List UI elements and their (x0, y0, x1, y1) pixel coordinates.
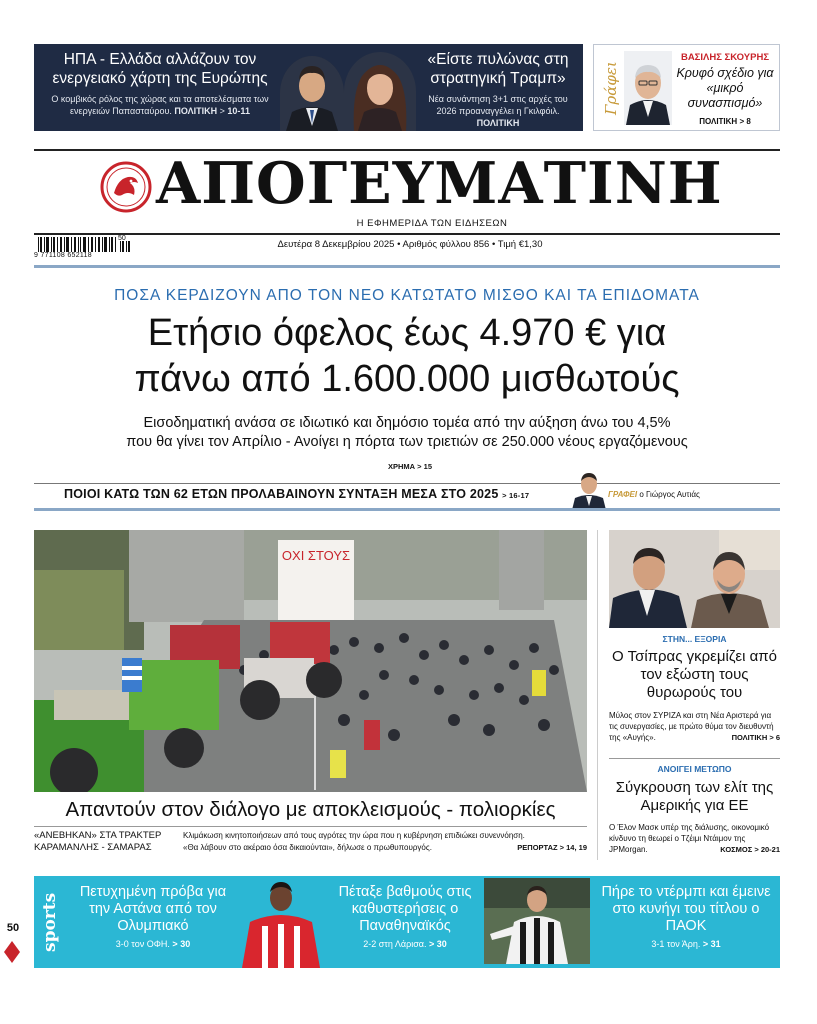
columnist-ref: ΠΟΛΙΤΙΚΗ > 8 (699, 117, 751, 126)
protest-sign-text: ΟΧΙ ΣΤΟΥΣ (281, 548, 351, 563)
pension-author: ΓΡΑΦΕΙ ο Γιώργος Αυτιάς (608, 490, 700, 499)
logo-emblem-icon (100, 161, 152, 213)
pension-bottom-rule (34, 508, 780, 511)
top-left-title: ΗΠΑ - Ελλάδα αλλάζουν τον ενεργειακό χάρτη της Ευρώπης (52, 51, 268, 87)
pension-strip[interactable] (64, 487, 584, 501)
lead-headline-line2[interactable]: πάνω από 1.600.000 μισθωτούς (134, 358, 680, 400)
columnist-text (674, 52, 776, 126)
right-story2-headline[interactable]: Σύγκρουση των ελίτ της Αμερικής για ΕΕ (615, 779, 774, 814)
sports-item-panathinaikos[interactable]: Πέταξε βαθμούς στις καθυστερήσεις ο Παναθηναϊκός 2-2 στη Λάρισα. > 30 (338, 884, 472, 949)
main-story-rule (34, 826, 587, 827)
main-story-text: Κλιμάκωση κινητοποιήσεων από τους αγρότες την ώρα που η κυβέρνηση επιδιώκει συνεννόηση. «Θα λάβουν στο ακέραιο όσα δικαιούνται», δήλωσε ο πρωθυπουργός. ΡΕΠΟΡΤΑΖ > 14, 19 (183, 831, 587, 852)
pension-pages: > 16-17 (502, 491, 530, 500)
emblem-icon (100, 161, 152, 213)
columnist-title: Κρυφό σχέδιο για «μικρό συνασπισμό» (676, 66, 774, 110)
right-story2-text: Ο Έλον Μασκ υπέρ της διάλυσης, οικονομικό κίνδυνο τη θεωρεί ο Τζέιμι Ντάιμον της JPMorgan. ΚΟΣΜΟΣ > 20-21 (609, 823, 780, 854)
protest-scene-illustration (34, 530, 587, 792)
woman-portrait-illustration (344, 52, 416, 131)
top-left-teaser[interactable] (42, 50, 278, 117)
columnist-name: ΒΑΣΙΛΗΣ ΣΚΟΥΡΗΣ (680, 52, 770, 63)
man-portrait (280, 56, 344, 131)
lead-deck-line1: Εισοδηματική ανάσα σε ιδιωτικό και δημόσιο τομέα από την αύξηση άνω του 4,5% (143, 415, 671, 431)
player-red-illustration (232, 876, 330, 968)
pension-top-rule (34, 483, 780, 484)
lead-ref: ΧΡΗΜΑ > 15 (388, 462, 432, 471)
right-story2-kicker: ΑΝΟΙΓΕΙ ΜΕΤΩΠΟ (657, 764, 732, 774)
top-right-teaser[interactable] (418, 50, 578, 129)
olympiacos-player-photo (232, 876, 330, 968)
top-right-subtitle: Νέα συνάντηση 3+1 στις αρχές του 2026 προαναγγέλει η Γκιλφόιλ. ΠΟΛΙΤΙΚΗ (428, 94, 568, 128)
main-story-side: «ΑΝΕΒΗΚΑΝ» ΣΤΑ ΤΡΑΚΤΕΡ ΚΑΡΑΜΑΝΛΗΣ - ΣΑΜΑΡΑΣ (34, 830, 162, 853)
right-story1-ref: ΠΟΛΙΤΙΚΗ > 6 (731, 733, 780, 742)
right-story1-headline[interactable]: Ο Τσίπρας γκρεμίζει από τον εξώστη τους θυρωρούς του (612, 648, 777, 701)
lead-deck (40, 414, 774, 452)
tsipras-scene-illustration (609, 530, 780, 628)
farmers-protest-photo[interactable] (34, 530, 587, 792)
woman-portrait (344, 52, 416, 131)
right-column-rule (609, 758, 780, 759)
right-story1-text: Μύλος στον ΣΥΡΙΖΑ και στη Νέα Αριστερά για τις συνεργασίες, με πρώτο θύμα τον διευθυντή της «Αυγής». ΠΟΛΙΤΙΚΗ > 6 (609, 711, 780, 742)
author-portrait (572, 466, 606, 510)
right-story1-kicker: ΣΤΗΝ... ΕΞΟΡΙΑ (662, 634, 727, 644)
lead-kicker: ΠΟΣΑ ΚΕΡΔΙΖΟΥΝ ΑΠΟ ΤΟΝ ΝΕΟ ΚΑΤΩΤΑΤΟ ΜΙΣΘΟ ΚΑΙ ΤΑ ΕΠΙΔΟΜΑΤΑ (114, 287, 700, 304)
sports-item-paok[interactable]: Πήρε το ντέρμπι και έμεινε στο κυνήγι του τίτλου ο ΠΑΟΚ 3-1 τον Άρη. > 31 (601, 884, 771, 949)
columnist-box[interactable] (593, 44, 780, 131)
player-paok-illustration (484, 878, 590, 964)
lead-deck-line2: που θα γίνει τον Απρίλιο - Ανοίγει η πόρτα των τριετιών σε 250.000 νέους εργαζόμενους (126, 434, 688, 450)
page-number: 50 (6, 922, 20, 934)
top-left-subtitle: Ο κομβικός ρόλος της χώρας και τα αποτελέσματα των ενεργειών Παπασταύρου. ΠΟΛΙΤΙΚΗ > 10-11 (51, 94, 269, 116)
writes-tag: Γράφει (602, 61, 620, 115)
masthead-name: ΑΠΟΓΕΥΜΑΤΙΝΗ (156, 150, 723, 217)
sports-item-olympiacos[interactable]: Πετυχημένη πρόβα για την Αστάνα από τον Ολυμπιακό 3-0 τον ΟΦΗ. > 30 (79, 884, 227, 949)
masthead-tagline: Η ΕΦΗΜΕΡΙΔΑ ΤΩΝ ΕΙΔΗΣΕΩΝ (356, 218, 508, 229)
diamond-icon (4, 941, 20, 963)
paok-player-photo (484, 878, 590, 964)
masthead-bottom-rule (34, 265, 780, 268)
lead-headline-line1[interactable]: Ετήσιο όφελος έως 4.970 € για (147, 312, 667, 354)
main-story-headline[interactable]: Απαντούν στον διάλογο με αποκλεισμούς - πολιορκίες (65, 798, 556, 821)
masthead-info-rule (34, 233, 780, 235)
man-portrait-illustration (280, 56, 344, 131)
red-diamond-shape (4, 941, 20, 963)
main-story-ref: ΡΕΠΟΡΤΑΖ > 14, 19 (517, 843, 587, 852)
pension-author-photo (572, 466, 606, 510)
barcode-addon: 50 (118, 235, 126, 242)
sports-strip[interactable] (34, 876, 780, 968)
barcode-number: 9 771108 652118 (34, 252, 92, 259)
columnist-photo (624, 51, 672, 125)
top-right-title: «Είστε πυλώνας στη στρατηγική Τραμπ» (427, 51, 569, 87)
sports-label: sports (40, 892, 60, 952)
top-banner[interactable] (34, 44, 583, 131)
tsipras-photo[interactable] (609, 530, 780, 628)
pension-title: ΠΟΙΟΙ ΚΑΤΩ ΤΩΝ 62 ΕΤΩΝ ΠΡΟΛΑΒΑΙΝΟΥΝ ΣΥΝΤΑΞΗ ΜΕΣΑ ΣΤΟ 2025 (64, 487, 499, 501)
columnist-portrait (624, 51, 672, 125)
issue-info: Δευτέρα 8 Δεκεμβρίου 2025 • Αριθμός φύλλου 856 • Τιμή €1,30 (277, 239, 543, 250)
right-story2-ref: ΚΟΣΜΟΣ > 20-21 (720, 845, 780, 854)
column-divider (597, 530, 598, 860)
